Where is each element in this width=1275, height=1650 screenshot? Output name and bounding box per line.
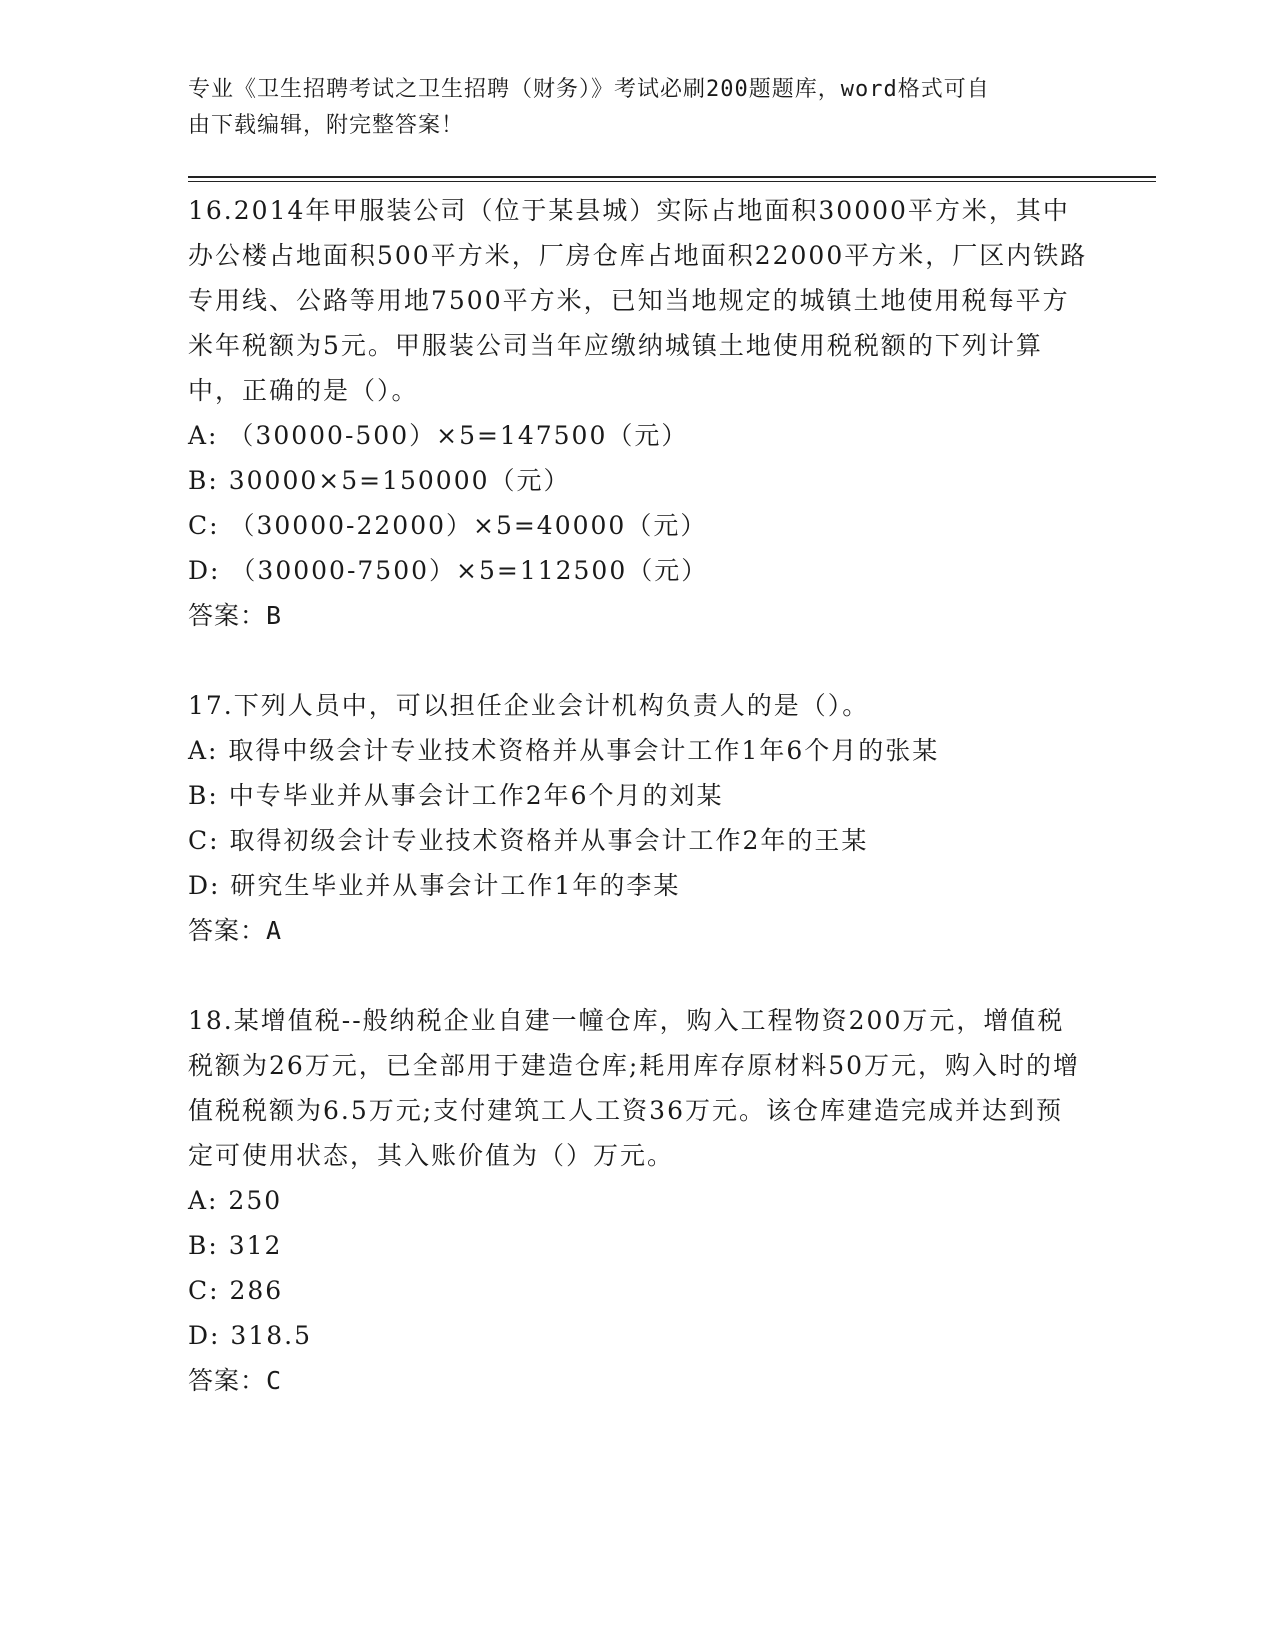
question-stem: 16.2014年甲服装公司（位于某县城）实际占地面积30000平方米，其中办公楼占地面积500平方米，厂房仓库占地面积22000平方米，厂区内铁路专用线、公路等用地7500平方米，已知当地规定的城镇土地使用税每平方米年税额为5元。甲服装公司当年应缴纳城镇土地使用税税额的下列计算中，正确的是（）。 bbox=[188, 196, 1088, 405]
option-b: B: 30000×5=150000（元） bbox=[188, 466, 571, 495]
header-divider bbox=[188, 176, 1156, 178]
header-line-2: 由下载编辑，附完整答案！ bbox=[188, 113, 465, 138]
question-stem: 17.下列人员中，可以担任企业会计机构负责人的是（）。 bbox=[188, 691, 870, 720]
option-d: D: 研究生毕业并从事会计工作1年的李某 bbox=[188, 871, 681, 900]
option-c: C: 286 bbox=[188, 1276, 284, 1305]
option-a: A: （30000-500）×5=147500（元） bbox=[188, 421, 689, 450]
option-a: A: 取得中级会计专业技术资格并从事会计工作1年6个月的张某 bbox=[188, 736, 940, 765]
option-d: D: 318.5 bbox=[188, 1321, 312, 1350]
option-c: C: 取得初级会计专业技术资格并从事会计工作2年的王某 bbox=[188, 826, 869, 855]
header-divider-thin bbox=[188, 181, 1156, 182]
option-d: D: （30000-7500）×5=112500（元） bbox=[188, 556, 709, 585]
header-line-1: 专业《卫生招聘考试之卫生招聘（财务）》考试必刷200题题库，word格式可自 bbox=[188, 77, 990, 102]
option-b: B: 312 bbox=[188, 1231, 283, 1260]
question-16 bbox=[188, 188, 1088, 638]
question-17 bbox=[188, 683, 1088, 953]
answer-label: 答案：C bbox=[188, 1366, 283, 1395]
answer-label: 答案：A bbox=[188, 916, 283, 945]
option-b: B: 中专毕业并从事会计工作2年6个月的刘某 bbox=[188, 781, 724, 810]
question-stem: 18.某增值税--般纳税企业自建一幢仓库，购入工程物资200万元，增值税税额为26万元，已全部用于建造仓库;耗用库存原材料50万元，购入时的增值税税额为6.5万元;支付建筑工人工资36万元。该仓库建造完成并达到预定可使用状态，其入账价值为（）万元。 bbox=[188, 1006, 1081, 1170]
document-header bbox=[188, 72, 1088, 144]
option-a: A: 250 bbox=[188, 1186, 283, 1215]
question-list bbox=[188, 188, 1088, 1448]
question-18 bbox=[188, 998, 1088, 1403]
option-c: C: （30000-22000）×5=40000（元） bbox=[188, 511, 708, 540]
answer-label: 答案：B bbox=[188, 601, 283, 630]
